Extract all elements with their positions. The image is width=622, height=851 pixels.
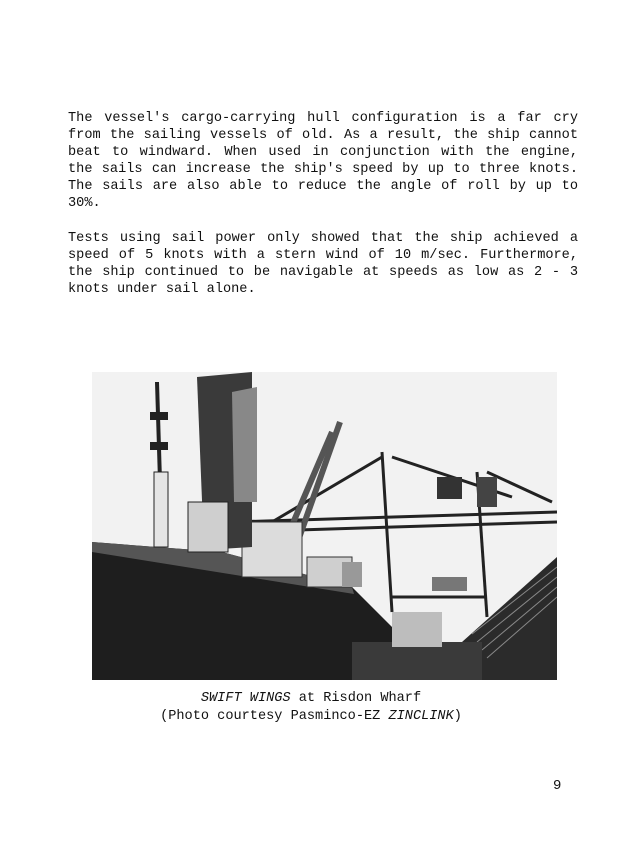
credit-suffix: )	[453, 709, 462, 724]
caption-location: at Risdon Wharf	[290, 691, 422, 706]
photo-caption	[0, 690, 622, 707]
photo-credit	[0, 708, 622, 725]
credit-prefix: (Photo courtesy Pasminco-EZ	[160, 709, 389, 724]
body-paragraph-2: Tests using sail power only showed that the ship achieved a speed of 5 knots with a stern wind of 10 m/sec. Furthermore, the ship continued to be navigable at speeds as low as 2 - 3 knots under sail alone.	[68, 231, 578, 297]
page-number: 9	[553, 778, 562, 794]
caption-ship-name: SWIFT WINGS	[200, 691, 291, 706]
ship-photo	[92, 372, 557, 680]
credit-publication: ZINCLINK	[388, 709, 454, 724]
body-paragraph-1: The vessel's cargo-carrying hull configuration is a far cry from the sailing vessels of old. As a result, the ship cannot beat to windward. When used in conjunction with the engine, the sails can increase the ship's speed by up to three knots. The sails are also able to reduce the angle of roll by up to 30%.	[68, 111, 578, 211]
